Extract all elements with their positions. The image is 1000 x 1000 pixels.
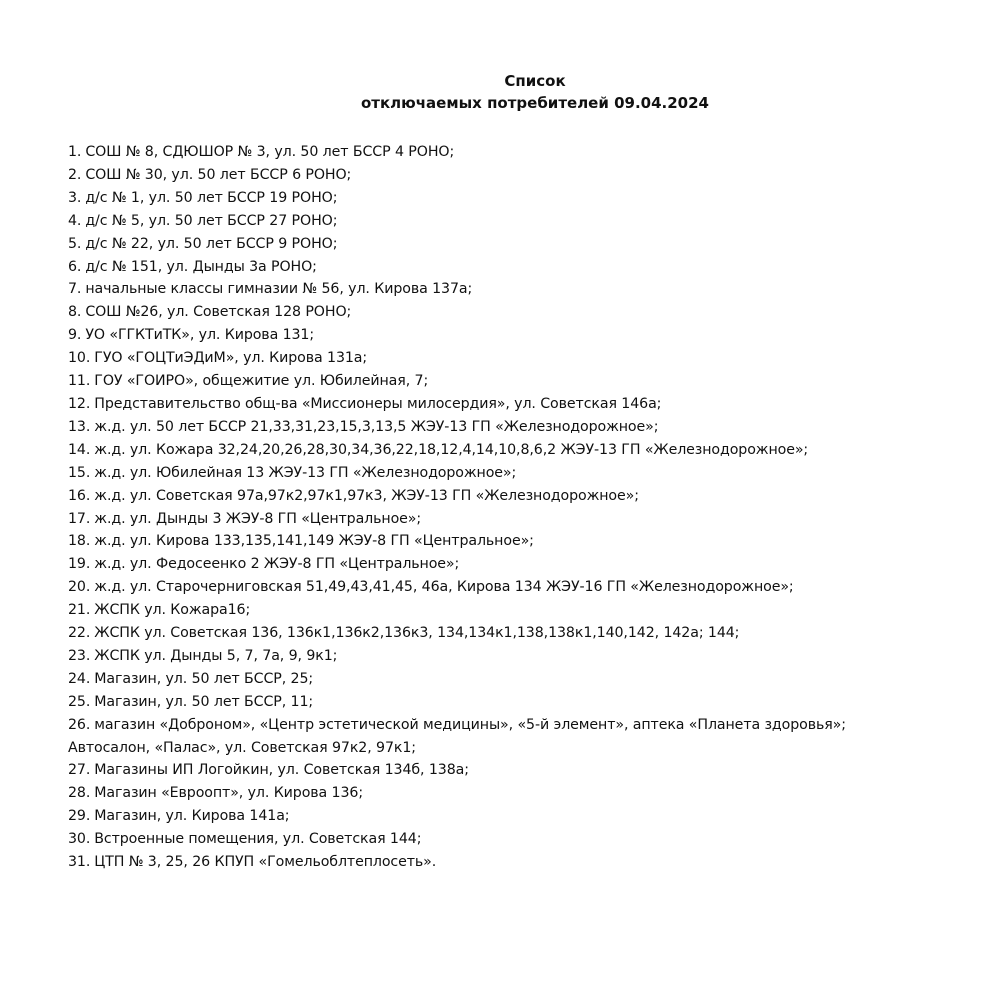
list-item [68, 553, 988, 576]
list-item-text: ж.д. ул. Дынды 3 ЖЭУ-8 ГП «Центральное»; [94, 510, 422, 527]
list-item [68, 439, 988, 462]
list-item-text: ж.д. ул. Федосеенко 2 ЖЭУ-8 ГП «Центральное»; [94, 556, 460, 573]
list-item [68, 164, 988, 187]
list-item-text: ж.д. ул. 50 лет БССР 21,33,31,23,15,3,13,5 ЖЭУ-13 ГП «Железнодорожное»; [94, 418, 659, 435]
list-item [68, 851, 988, 874]
list-item-number: 19. [68, 556, 91, 573]
list-item-number: 20. [68, 579, 91, 596]
list-item-number: 8. [68, 304, 82, 321]
list-item-text: ж.д. ул. Кирова 133,135,141,149 ЖЭУ-8 ГП «Центральное»; [94, 533, 534, 550]
list-item-number: 9. [68, 327, 82, 344]
list-item-text: магазин «Доброном», «Центр эстетической медицины», «5-й элемент», аптека «Планета здоровья»; [94, 716, 846, 733]
list-item-text: ж.д. ул. Кожара 32,24,20,26,28,30,34,36,22,18,12,4,14,10,8,6,2 ЖЭУ-13 ГП «Железнодорожное»; [94, 441, 809, 458]
list-item [68, 668, 988, 691]
list-item [68, 278, 988, 301]
document-header [0, 70, 1000, 114]
document-title: Список [504, 72, 566, 90]
list-item-number: 1. [68, 144, 82, 160]
list-item-number: 26. [68, 716, 91, 733]
list-item-text: Магазин, ул. Кирова 141а; [94, 808, 290, 825]
list-item-number: 2. [68, 166, 82, 183]
list-item [68, 462, 988, 485]
list-item [68, 759, 988, 782]
list-item [68, 141, 988, 164]
list-item-number: 27. [68, 762, 91, 779]
list-item-number: 29. [68, 808, 91, 825]
list-item [68, 645, 988, 668]
list-item-text: ж.д. ул. Юбилейная 13 ЖЭУ-13 ГП «Железнодорожное»; [94, 464, 517, 481]
list-item [68, 347, 988, 370]
list-item-text: Магазин, ул. 50 лет БССР, 11; [94, 693, 314, 710]
list-item [68, 508, 988, 531]
list-item [68, 187, 988, 210]
list-item-text: Представительство общ-ва «Миссионеры милосердия», ул. Советская 146а; [94, 395, 662, 412]
list-item-number: 30. [68, 831, 91, 848]
list-item [68, 828, 988, 851]
list-item-number: 10. [68, 350, 91, 367]
list-item [68, 256, 988, 279]
list-item [68, 691, 988, 714]
list-item [68, 782, 988, 805]
list-item [68, 324, 988, 347]
list-item [68, 805, 988, 828]
list-item-text: ж.д. ул. Старочерниговская 51,49,43,41,45, 46а, Кирова 134 ЖЭУ-16 ГП «Железнодорожное»; [94, 579, 794, 596]
list-item-text: СОШ № 30, ул. 50 лет БССР 6 РОНО; [85, 166, 352, 183]
list-item-text: Автосалон, «Палас», ул. Советская 97к2, 97к1; [68, 739, 416, 756]
list-item-number: 17. [68, 510, 91, 527]
list-item-text: д/с № 5, ул. 50 лет БССР 27 РОНО; [85, 212, 338, 229]
list-item-text: СОШ № 8, СДЮШОР № 3, ул. 50 лет БССР 4 РОНО; [85, 144, 455, 160]
list-item-number: 12. [68, 395, 91, 412]
list-item-number: 4. [68, 212, 82, 229]
list-item-number: 13. [68, 418, 91, 435]
list-item [68, 301, 988, 324]
list-item [68, 370, 988, 393]
list-item [68, 622, 988, 645]
list-item-text: ЖСПК ул. Советская 136, 136к1,136к2,136к3, 134,134к1,138,138к1,140,142, 142а; 144; [94, 625, 740, 642]
list-item-number: 14. [68, 441, 91, 458]
list-item-text: ГОУ «ГОИРО», общежитие ул. Юбилейная, 7; [94, 373, 429, 390]
list-item-number: 5. [68, 235, 82, 252]
list-item-number: 15. [68, 464, 91, 481]
list-item-text: СОШ №26, ул. Советская 128 РОНО; [85, 304, 352, 321]
list-item-number: 3. [68, 189, 82, 206]
list-item [68, 416, 988, 439]
list-item-text: начальные классы гимназии № 56, ул. Кирова 137а; [85, 281, 473, 298]
list-item-number: 25. [68, 693, 91, 710]
consumer-list [68, 141, 988, 874]
list-item-number: 23. [68, 647, 91, 664]
list-item [68, 485, 988, 508]
list-item-number: 16. [68, 487, 91, 504]
list-item-text: ЦТП № 3, 25, 26 КПУП «Гомельоблтеплосеть». [94, 854, 437, 871]
list-item [68, 737, 988, 760]
list-item-text: ж.д. ул. Советская 97а,97к2,97к1,97к3, ЖЭУ-13 ГП «Железнодорожное»; [94, 487, 639, 504]
list-item [68, 576, 988, 599]
list-item-text: Магазины ИП Логойкин, ул. Советская 134б, 138а; [94, 762, 469, 779]
list-item-text: ЖСПК ул. Дынды 5, 7, 7а, 9, 9к1; [94, 647, 338, 664]
list-item-number: 21. [68, 602, 91, 619]
list-item [68, 599, 988, 622]
list-item-number: 11. [68, 373, 91, 390]
list-item-text: Магазин, ул. 50 лет БССР, 25; [94, 670, 314, 687]
list-item [68, 210, 988, 233]
list-item-number: 7. [68, 281, 82, 298]
list-item-number: 31. [68, 854, 91, 871]
list-item-text: д/с № 22, ул. 50 лет БССР 9 РОНО; [85, 235, 338, 252]
document-subtitle: отключаемых потребителей 09.04.2024 [361, 94, 709, 112]
list-item-text: д/с № 1, ул. 50 лет БССР 19 РОНО; [85, 189, 338, 206]
list-item [68, 714, 988, 737]
list-item-text: д/с № 151, ул. Дынды 3а РОНО; [85, 258, 317, 275]
list-item-text: УО «ГГКТиТК», ул. Кирова 131; [85, 327, 315, 344]
list-item-number: 22. [68, 625, 91, 642]
list-item [68, 233, 988, 256]
list-item [68, 393, 988, 416]
list-item-number: 28. [68, 785, 91, 802]
list-item [68, 530, 988, 553]
list-item-text: ЖСПК ул. Кожара16; [94, 602, 251, 619]
list-item-number: 6. [68, 258, 82, 275]
list-item-text: ГУО «ГОЦТиЭДиМ», ул. Кирова 131а; [94, 350, 368, 367]
list-item-number: 24. [68, 670, 91, 687]
list-item-text: Магазин «Евроопт», ул. Кирова 136; [94, 785, 363, 802]
list-item-text: Встроенные помещения, ул. Советская 144; [94, 831, 422, 848]
list-item-number: 18. [68, 533, 91, 550]
